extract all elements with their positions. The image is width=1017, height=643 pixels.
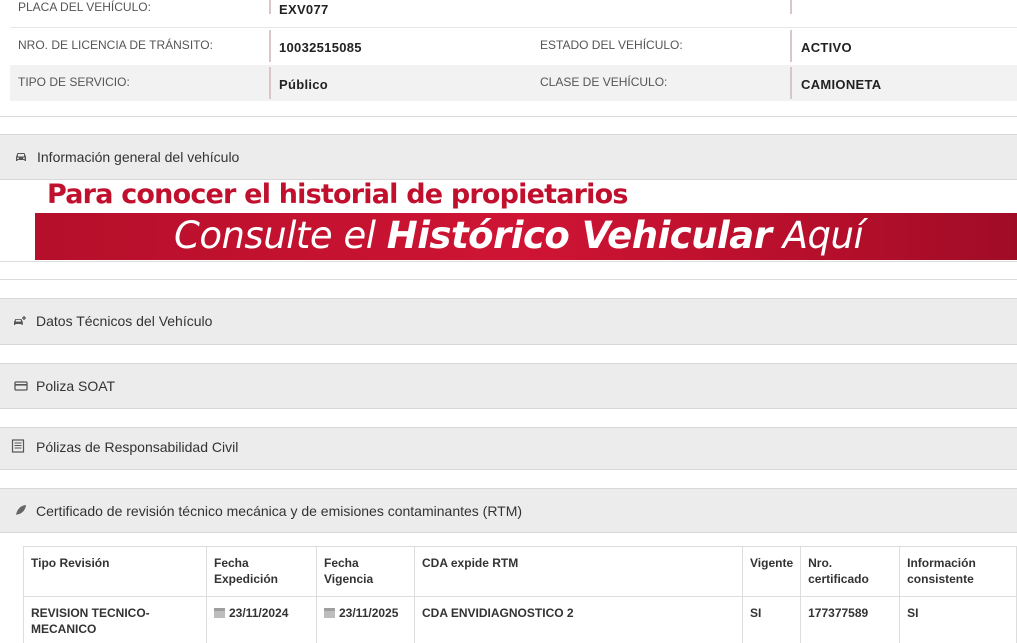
panel-rtm[interactable] xyxy=(0,488,1017,533)
fecha-expedicion: 23/11/2024 xyxy=(229,606,289,620)
placa-label: PLACA DEL VEHÍCULO: xyxy=(18,0,151,14)
servicio-value: Público xyxy=(279,77,329,92)
summary-row-servicio xyxy=(10,65,1017,101)
placa-value: EXV077 xyxy=(279,2,329,17)
column-header: Fecha Vigencia xyxy=(317,547,415,597)
banner-headline: Para conocer el historial de propietarios xyxy=(47,179,628,210)
summary-row-placa xyxy=(10,0,1017,28)
divider xyxy=(269,67,271,99)
banner-cta-text-bold: Histórico Vehicular xyxy=(386,214,772,257)
table-cell: 177377589 xyxy=(801,597,900,643)
panel-title: Pólizas de Responsabilidad Civil xyxy=(36,439,239,455)
car-plus-icon xyxy=(13,314,27,328)
licencia-value: 10032515085 xyxy=(279,40,362,55)
table-cell: REVISION TECNICO-MECANICO xyxy=(24,597,207,643)
divider xyxy=(790,30,792,62)
divider xyxy=(0,279,1017,280)
panel-title: Datos Técnicos del Vehículo xyxy=(36,313,213,329)
table-header-row xyxy=(24,547,1017,597)
divider xyxy=(269,0,271,14)
banner-cta-text-2: Aquí xyxy=(771,214,864,257)
column-header: Tipo Revisión xyxy=(24,547,207,597)
document-list-icon xyxy=(11,439,25,453)
clase-label: CLASE DE VEHÍCULO: xyxy=(540,75,668,89)
column-header: CDA expide RTM xyxy=(415,547,743,597)
divider xyxy=(790,0,792,14)
divider xyxy=(269,30,271,62)
card-icon xyxy=(14,379,28,393)
estado-value: ACTIVO xyxy=(801,40,852,55)
table-cell xyxy=(207,597,317,643)
panel-responsabilidad-civil[interactable] xyxy=(0,427,1017,470)
table-row xyxy=(24,597,1017,643)
vehicle-summary xyxy=(10,0,1017,103)
leaf-icon xyxy=(14,503,28,517)
divider xyxy=(0,116,1017,117)
table-cell: SI xyxy=(743,597,801,643)
calendar-icon xyxy=(214,608,225,618)
panel-soat[interactable] xyxy=(0,363,1017,409)
banner-cta-text xyxy=(174,214,863,257)
banner-cta-text-1: Consulte el xyxy=(174,214,387,257)
fecha-vigencia: 23/11/2025 xyxy=(339,606,399,620)
clase-value: CAMIONETA xyxy=(801,77,882,92)
column-header: Fecha Expedición xyxy=(207,547,317,597)
divider xyxy=(790,67,792,99)
licencia-label: NRO. DE LICENCIA DE TRÁNSITO: xyxy=(18,38,213,52)
table-cell xyxy=(317,597,415,643)
panel-informacion-general[interactable] xyxy=(0,134,1017,180)
panel-datos-tecnicos[interactable] xyxy=(0,298,1017,345)
column-header: Vigente xyxy=(743,547,801,597)
table-cell: CDA ENVIDIAGNOSTICO 2 xyxy=(415,597,743,643)
panel-title: Certificado de revisión técnico mecánica y de emisiones contaminantes (RTM) xyxy=(36,503,523,519)
column-header: Nro. certificado xyxy=(801,547,900,597)
panel-title: Poliza SOAT xyxy=(36,378,116,394)
summary-row-licencia xyxy=(10,28,1017,64)
estado-label: ESTADO DEL VEHÍCULO: xyxy=(540,38,683,52)
servicio-label: TIPO DE SERVICIO: xyxy=(18,75,130,89)
column-header: Información consistente xyxy=(900,547,1017,597)
panel-title: Información general del vehículo xyxy=(37,149,240,165)
calendar-icon xyxy=(324,608,335,618)
banner-cta[interactable] xyxy=(35,213,1017,260)
rtm-table xyxy=(23,546,1017,643)
divider xyxy=(0,261,1017,262)
car-icon xyxy=(14,150,28,164)
table-cell: SI xyxy=(900,597,1017,643)
